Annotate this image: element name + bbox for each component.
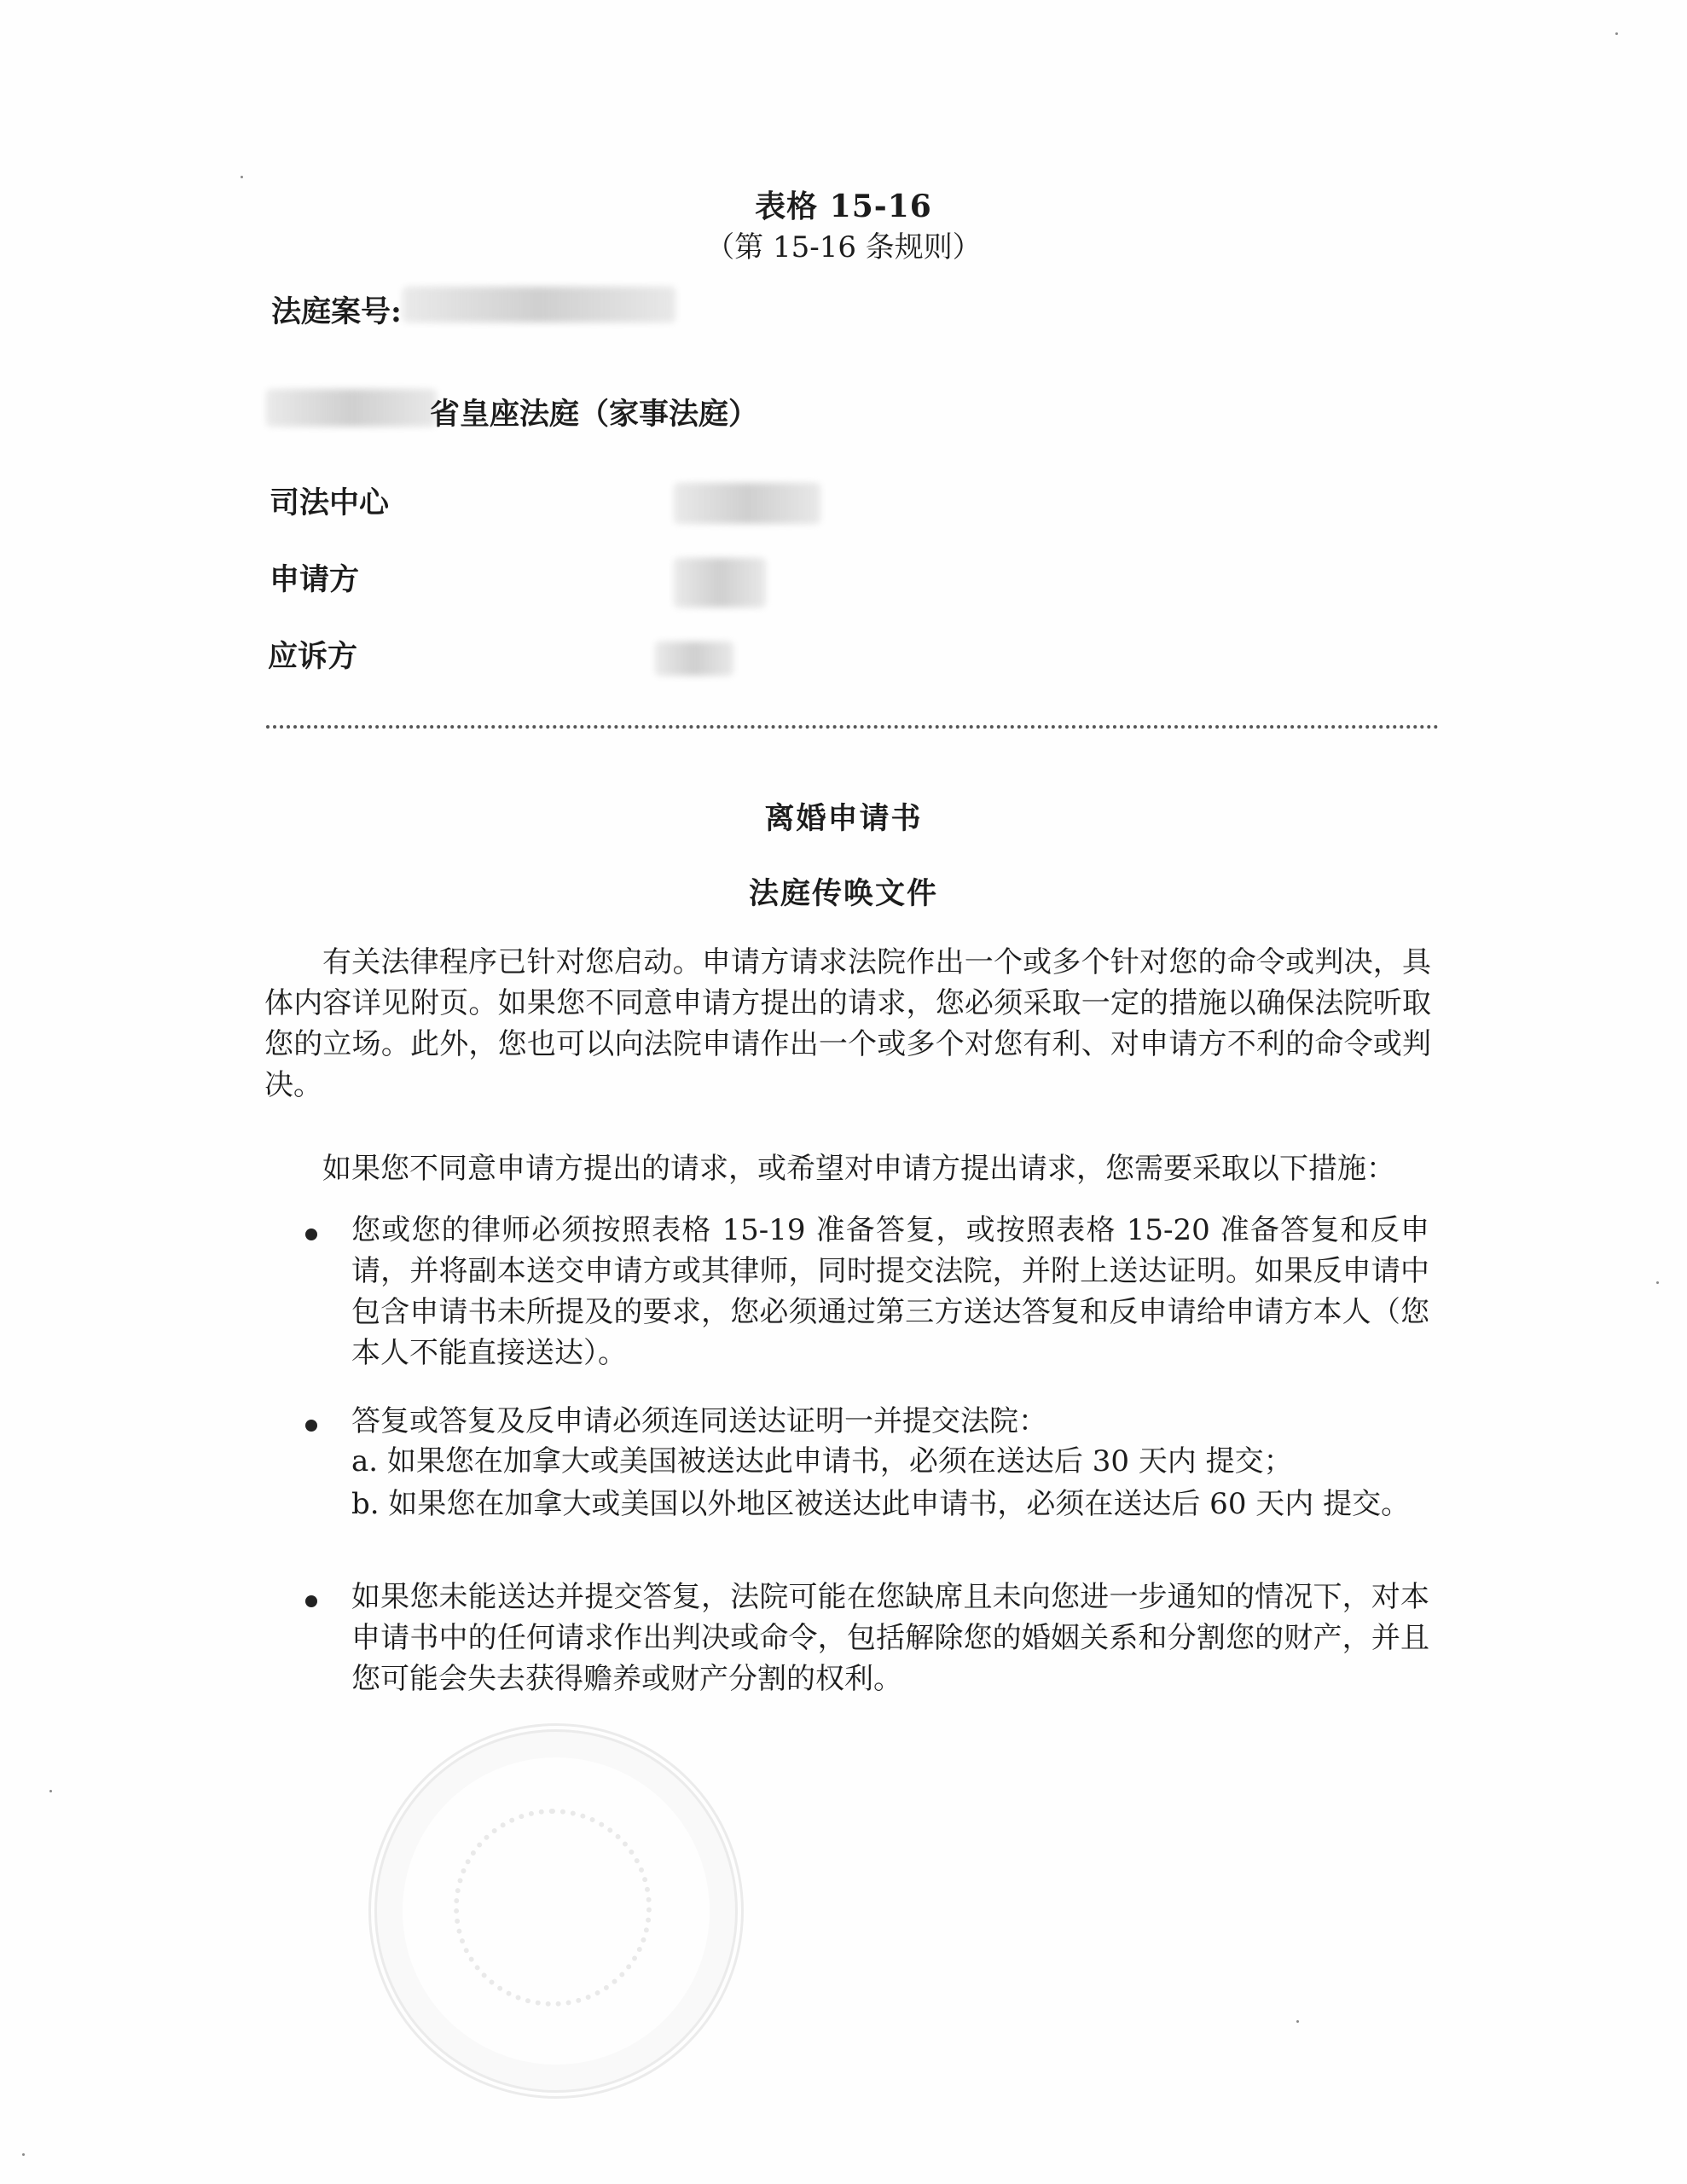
petitioner-name-redacted — [674, 558, 766, 607]
judicial-centre-redacted — [674, 483, 820, 524]
scan-speck — [1656, 1281, 1659, 1284]
seal-inner-ring — [454, 1809, 652, 2007]
respondent-name-redacted — [655, 642, 733, 676]
document-title: 离婚申请书 — [764, 801, 923, 836]
respondent-label: 应诉方 — [268, 639, 358, 674]
bullet-point-2 — [305, 1420, 317, 1432]
court-location-redacted — [266, 389, 437, 427]
scan-speck — [22, 2153, 25, 2156]
bullet-2-item-b: b. 如果您在加拿大或美国以外地区被送达此申请书，必须在送达后 60 天内 提交。 — [351, 1487, 1411, 1521]
judicial-centre-label: 司法中心 — [270, 485, 390, 520]
petitioner-label: 申请方 — [270, 562, 360, 597]
section-divider — [266, 725, 1439, 729]
court-file-number-redacted — [403, 287, 675, 322]
scan-speck — [1296, 2020, 1299, 2023]
bullet-3-text: 如果您未能送达并提交答复，法院可能在您缺席且未向您进一步通知的情况下，对本申请书中的任何请求作出判决或命令，包括解除您的婚姻关系和分割您的财产，并且您可能会失去获得赡养或财产分割的权利。 — [351, 1580, 1429, 1696]
bullet-1-text: 您或您的律师必须按照表格 15-19 准备答复，或按照表格 15-20 准备答复和反申请，并将副本送交申请方或其律师，同时提交法院，并附上送达证明。如果反申请中包含申请书未所提及的要求，您必须通过第三方送达答复和反申请给申请方本人（您本人不能直接送达）。 — [351, 1213, 1429, 1370]
scan-speck — [241, 176, 243, 178]
intro-paragraph: 有关法律程序已针对您启动。申请方请求法院作出一个或多个针对您的命令或判决，具体内容详见附页。如果您不同意申请方提出的请求，您必须采取一定的措施以确保法院听取您的立场。此外，您也可以向法院申请作出一个或多个对您有利、对申请方不利的命令或判决。 — [264, 945, 1431, 1102]
bullet-2-text: 答复或答复及反申请必须连同送达证明一并提交法院： — [351, 1404, 1047, 1438]
form-rule-reference: （第 15-16 条规则） — [705, 230, 982, 264]
scan-speck — [1615, 32, 1618, 35]
court-name: 省皇座法庭（家事法庭） — [430, 397, 759, 432]
bullet-point-1 — [305, 1228, 317, 1240]
court-file-number-label: 法庭案号: — [271, 294, 402, 329]
form-number: 表格 15-16 — [755, 189, 932, 224]
bullet-2-item-a: a. 如果您在加拿大或美国被送达此申请书，必须在送达后 30 天内 提交； — [351, 1444, 1293, 1478]
scan-speck — [49, 1790, 52, 1792]
document-subtitle: 法庭传唤文件 — [748, 876, 938, 911]
bullet-point-3 — [305, 1595, 317, 1607]
steps-intro-paragraph: 如果您不同意申请方提出的请求，或希望对申请方提出请求，您需要采取以下措施： — [322, 1152, 1395, 1186]
embossed-court-seal — [368, 1723, 744, 2099]
